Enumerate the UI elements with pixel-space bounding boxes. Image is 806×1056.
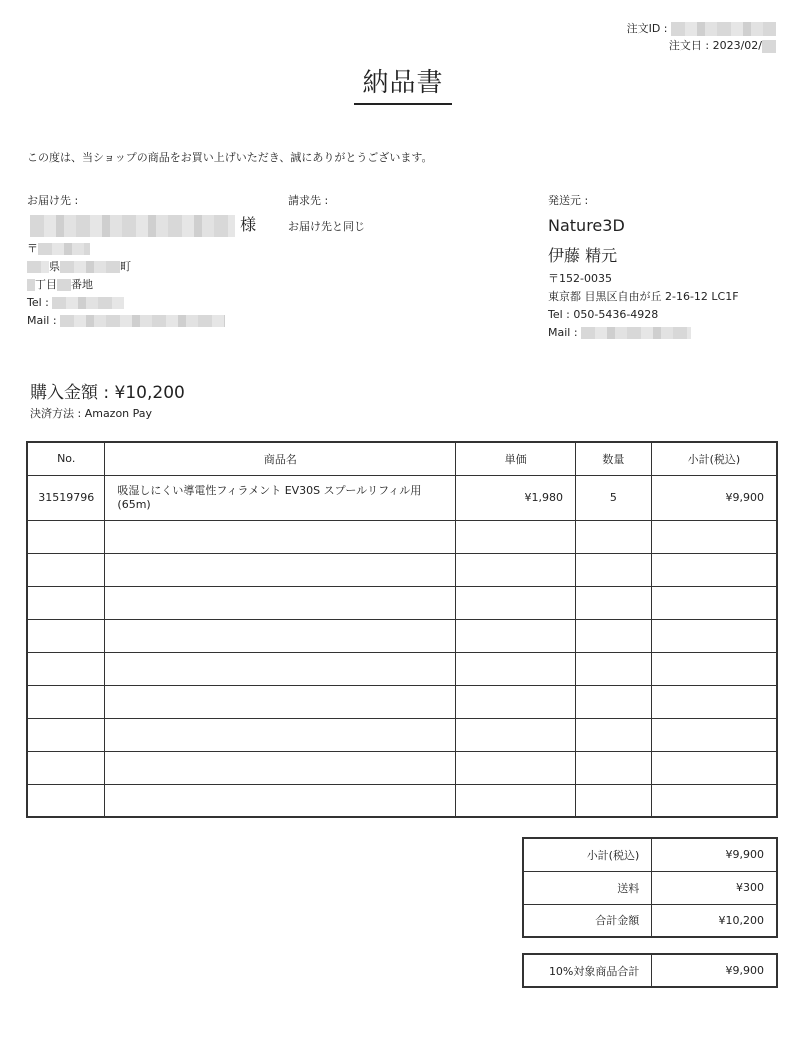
summary-shipping-label: 送料 xyxy=(523,871,652,904)
order-date: 注文日 : 2023/02/ xyxy=(669,37,776,54)
items-table xyxy=(26,441,778,818)
summary-shipping-value: ¥300 xyxy=(652,871,777,904)
redacted-mail xyxy=(60,315,225,327)
redacted-city xyxy=(60,261,120,273)
items-header-row xyxy=(27,442,777,475)
table-row-empty xyxy=(27,520,777,553)
redacted-pref xyxy=(27,261,49,273)
bill-to-label: 請求先 : xyxy=(288,194,329,207)
summary-total-label: 合計金額 xyxy=(523,904,652,937)
sender-tel: Tel : 050-5436-4928 xyxy=(548,308,659,321)
item-qty: 5 xyxy=(576,475,652,520)
ship-to-mail: Mail : xyxy=(27,312,225,330)
ship-to-line2: 丁目 番地 xyxy=(27,276,225,294)
item-name: 吸湿しにくい導電性フィラメント EV30S スプールリフィル用 (65m) xyxy=(105,475,456,520)
redacted-date xyxy=(762,40,776,53)
redacted-postal xyxy=(38,243,90,255)
item-no: 31519796 xyxy=(27,475,105,520)
summary-total-value: ¥10,200 xyxy=(652,904,777,937)
item-unit-price: ¥1,980 xyxy=(456,475,576,520)
col-header-qty: 数量 xyxy=(576,442,652,475)
summary-shipping-row xyxy=(523,871,777,904)
table-row xyxy=(27,475,777,520)
redacted-banchi xyxy=(57,279,71,291)
sender-label: 発送元 : xyxy=(548,194,589,207)
col-header-name: 商品名 xyxy=(105,442,456,475)
redacted-sender-mail xyxy=(581,327,691,339)
item-subtotal: ¥9,900 xyxy=(651,475,777,520)
summary-subtotal-label: 小計(税込) xyxy=(523,838,652,871)
sender-address: 東京都 目黒区自由が丘 2-16-12 LC1F xyxy=(548,290,739,303)
order-id: 注文ID : xyxy=(627,20,776,37)
table-row-empty xyxy=(27,652,777,685)
ship-to-line1: 県 町 xyxy=(27,258,225,276)
sender-company: Nature3D xyxy=(548,216,625,235)
redacted-chome xyxy=(27,279,35,291)
table-row-empty xyxy=(27,784,777,817)
ship-to-tel: Tel : xyxy=(27,294,225,312)
col-header-unit-price: 単価 xyxy=(456,442,576,475)
table-row-empty xyxy=(27,718,777,751)
redacted-name xyxy=(30,215,235,237)
summary-total-row xyxy=(523,904,777,937)
summary-table xyxy=(522,837,778,938)
table-row-empty xyxy=(27,619,777,652)
redacted-tel xyxy=(52,297,124,309)
col-header-no: No. xyxy=(27,442,105,475)
table-row-empty xyxy=(27,586,777,619)
sender-postal: 〒152-0035 xyxy=(548,272,612,285)
table-row-empty xyxy=(27,751,777,784)
table-row-empty xyxy=(27,685,777,718)
summary-subtotal-row xyxy=(523,838,777,871)
purchase-total: 購入金額 : ¥10,200 xyxy=(30,383,185,403)
sender-mail: Mail : xyxy=(548,324,739,342)
sender-person: 伊藤 精元 xyxy=(548,246,618,265)
tax-label: 10%対象商品合計 xyxy=(523,954,652,987)
tax-row xyxy=(523,954,777,987)
ship-to-address xyxy=(27,240,225,330)
ship-to-name: 様 xyxy=(30,212,256,237)
col-header-subtotal: 小計(税込) xyxy=(651,442,777,475)
document-title: 納品書 xyxy=(0,62,806,105)
greeting-text: この度は、当ショップの商品をお買い上げいただき、誠にありがとうございます。 xyxy=(27,151,433,164)
summary-subtotal-value: ¥9,900 xyxy=(652,838,777,871)
tax-value: ¥9,900 xyxy=(652,954,777,987)
tax-table xyxy=(522,953,778,988)
table-row-empty xyxy=(27,553,777,586)
redacted-order-id xyxy=(671,22,776,36)
bill-to-value: お届け先と同じ xyxy=(288,220,365,233)
ship-to-postal: 〒 xyxy=(27,240,225,258)
sender-address-block xyxy=(548,270,739,342)
payment-method: 決済方法 : Amazon Pay xyxy=(30,407,153,420)
ship-to-label: お届け先 : xyxy=(27,194,79,207)
